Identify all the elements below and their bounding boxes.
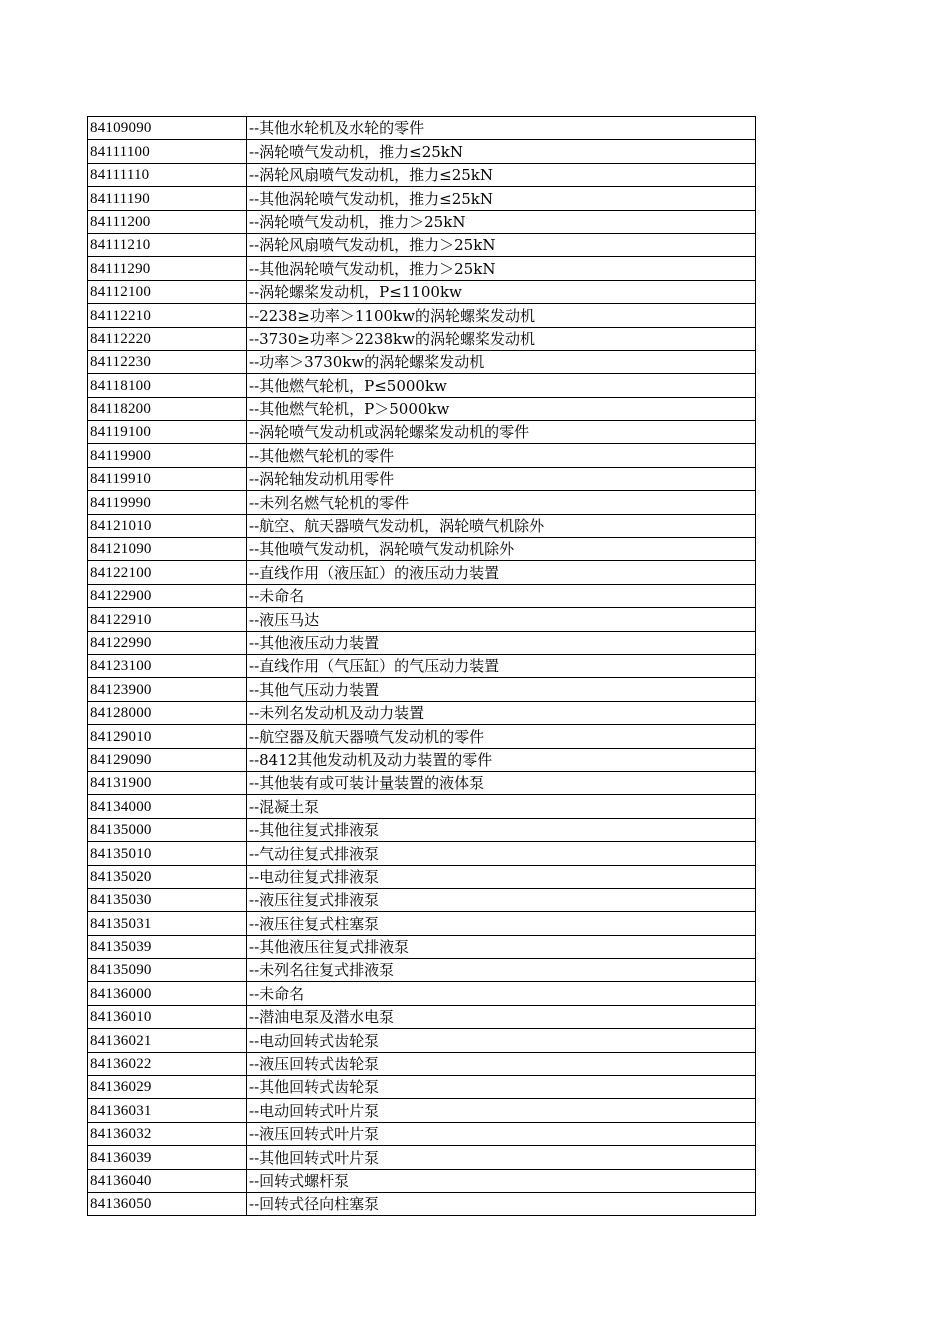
description-cell: --其他燃气轮机的零件 (247, 444, 756, 467)
table-row (88, 865, 756, 888)
hs-code-cell: 84111110 (88, 163, 247, 186)
description-cell: --潜油电泵及潜水电泵 (247, 1005, 756, 1028)
description-cell: --液压往复式柱塞泵 (247, 912, 756, 935)
description-cell: --其他往复式排液泵 (247, 818, 756, 841)
table-row (88, 1029, 756, 1052)
description-cell: --涡轮螺桨发动机，P≤1100kw (247, 280, 756, 303)
description-cell: --涡轮喷气发动机，推力≤25kN (247, 140, 756, 163)
description-cell: --混凝土泵 (247, 795, 756, 818)
table-row (88, 1169, 756, 1192)
table-row (88, 608, 756, 631)
description-cell: --航空器及航天器喷气发动机的零件 (247, 725, 756, 748)
table-row (88, 233, 756, 256)
table-row (88, 842, 756, 865)
hs-code-cell: 84128000 (88, 701, 247, 724)
hs-code-cell: 84136039 (88, 1146, 247, 1169)
hs-code-cell: 84135030 (88, 888, 247, 911)
hs-code-cell: 84122990 (88, 631, 247, 654)
table-row (88, 140, 756, 163)
hs-code-cell: 84135000 (88, 818, 247, 841)
table-row (88, 795, 756, 818)
hs-code-cell: 84111210 (88, 233, 247, 256)
description-cell: --液压回转式叶片泵 (247, 1122, 756, 1145)
code-table-sheet (87, 116, 755, 1216)
hs-code-cell: 84135010 (88, 842, 247, 865)
table-row (88, 1122, 756, 1145)
description-cell: --液压马达 (247, 608, 756, 631)
description-cell: --其他涡轮喷气发动机，推力＞25kN (247, 257, 756, 280)
description-cell: --其他回转式叶片泵 (247, 1146, 756, 1169)
description-cell: --其他涡轮喷气发动机，推力≤25kN (247, 187, 756, 210)
description-cell: --其他液压往复式排液泵 (247, 935, 756, 958)
description-cell: --直线作用（液压缸）的液压动力装置 (247, 561, 756, 584)
table-row (88, 280, 756, 303)
hs-code-cell: 84121010 (88, 514, 247, 537)
description-cell: --8412其他发动机及动力装置的零件 (247, 748, 756, 771)
table-row (88, 257, 756, 280)
table-row (88, 467, 756, 490)
description-cell: --回转式径向柱塞泵 (247, 1192, 756, 1215)
table-row (88, 561, 756, 584)
hs-code-cell: 84136000 (88, 982, 247, 1005)
table-row (88, 1146, 756, 1169)
hs-code-cell: 84119910 (88, 467, 247, 490)
hs-code-cell: 84111100 (88, 140, 247, 163)
description-cell: --其他水轮机及水轮的零件 (247, 117, 756, 140)
description-cell: --未列名燃气轮机的零件 (247, 491, 756, 514)
hs-code-cell: 84118200 (88, 397, 247, 420)
description-cell: --未列名往复式排液泵 (247, 959, 756, 982)
table-row (88, 514, 756, 537)
table-row (88, 538, 756, 561)
hs-code-cell: 84136032 (88, 1122, 247, 1145)
hs-code-cell: 84111190 (88, 187, 247, 210)
description-cell: --未列名发动机及动力装置 (247, 701, 756, 724)
hs-code-cell: 84123900 (88, 678, 247, 701)
table-row (88, 818, 756, 841)
table-row (88, 631, 756, 654)
description-cell: --未命名 (247, 982, 756, 1005)
hs-code-cell: 84118100 (88, 374, 247, 397)
hs-code-cell: 84111290 (88, 257, 247, 280)
description-cell: --涡轮喷气发动机，推力＞25kN (247, 210, 756, 233)
hs-code-cell: 84111200 (88, 210, 247, 233)
description-cell: --液压回转式齿轮泵 (247, 1052, 756, 1075)
hs-code-cell: 84134000 (88, 795, 247, 818)
description-cell: --2238≥功率＞1100kw的涡轮螺桨发动机 (247, 304, 756, 327)
description-cell: --其他燃气轮机，P≤5000kw (247, 374, 756, 397)
table-row (88, 421, 756, 444)
hs-code-cell: 84136031 (88, 1099, 247, 1122)
hs-code-cell: 84129090 (88, 748, 247, 771)
code-table (87, 116, 756, 1216)
table-row (88, 982, 756, 1005)
hs-code-cell: 84135020 (88, 865, 247, 888)
table-row (88, 725, 756, 748)
table-row (88, 187, 756, 210)
hs-code-cell: 84136050 (88, 1192, 247, 1215)
description-cell: --其他装有或可装计量装置的液体泵 (247, 771, 756, 794)
table-row (88, 327, 756, 350)
hs-code-cell: 84135090 (88, 959, 247, 982)
table-row (88, 1076, 756, 1099)
description-cell: --电动回转式叶片泵 (247, 1099, 756, 1122)
hs-code-cell: 84123100 (88, 654, 247, 677)
description-cell: --其他燃气轮机，P＞5000kw (247, 397, 756, 420)
table-row (88, 654, 756, 677)
table-row (88, 771, 756, 794)
description-cell: --3730≥功率＞2238kw的涡轮螺桨发动机 (247, 327, 756, 350)
table-row (88, 748, 756, 771)
hs-code-cell: 84129010 (88, 725, 247, 748)
table-row (88, 163, 756, 186)
hs-code-cell: 84121090 (88, 538, 247, 561)
hs-code-cell: 84136029 (88, 1076, 247, 1099)
hs-code-cell: 84112100 (88, 280, 247, 303)
code-table-body (88, 117, 756, 1216)
table-row (88, 210, 756, 233)
table-row (88, 491, 756, 514)
description-cell: --涡轮风扇喷气发动机，推力＞25kN (247, 233, 756, 256)
hs-code-cell: 84136040 (88, 1169, 247, 1192)
table-row (88, 959, 756, 982)
description-cell: --功率＞3730kw的涡轮螺桨发动机 (247, 350, 756, 373)
table-row (88, 912, 756, 935)
description-cell: --直线作用（气压缸）的气压动力装置 (247, 654, 756, 677)
hs-code-cell: 84122900 (88, 584, 247, 607)
hs-code-cell: 84135039 (88, 935, 247, 958)
hs-code-cell: 84136021 (88, 1029, 247, 1052)
hs-code-cell: 84109090 (88, 117, 247, 140)
hs-code-cell: 84131900 (88, 771, 247, 794)
description-cell: --涡轮风扇喷气发动机，推力≤25kN (247, 163, 756, 186)
table-row (88, 1192, 756, 1215)
hs-code-cell: 84135031 (88, 912, 247, 935)
description-cell: --其他液压动力装置 (247, 631, 756, 654)
table-row (88, 350, 756, 373)
table-row (88, 935, 756, 958)
description-cell: --未命名 (247, 584, 756, 607)
table-row (88, 374, 756, 397)
hs-code-cell: 84112230 (88, 350, 247, 373)
hs-code-cell: 84112220 (88, 327, 247, 350)
table-row (88, 888, 756, 911)
description-cell: --其他回转式齿轮泵 (247, 1076, 756, 1099)
description-cell: --航空、航天器喷气发动机，涡轮喷气机除外 (247, 514, 756, 537)
description-cell: --其他气压动力装置 (247, 678, 756, 701)
table-row (88, 584, 756, 607)
table-row (88, 444, 756, 467)
description-cell: --气动往复式排液泵 (247, 842, 756, 865)
description-cell: --液压往复式排液泵 (247, 888, 756, 911)
table-row (88, 304, 756, 327)
description-cell: --涡轮轴发动机用零件 (247, 467, 756, 490)
table-row (88, 1052, 756, 1075)
table-row (88, 1099, 756, 1122)
table-row (88, 1005, 756, 1028)
table-row (88, 678, 756, 701)
table-row (88, 397, 756, 420)
hs-code-cell: 84119990 (88, 491, 247, 514)
hs-code-cell: 84119900 (88, 444, 247, 467)
table-row (88, 117, 756, 140)
hs-code-cell: 84119100 (88, 421, 247, 444)
table-row (88, 701, 756, 724)
description-cell: --回转式螺杆泵 (247, 1169, 756, 1192)
hs-code-cell: 84112210 (88, 304, 247, 327)
description-cell: --电动回转式齿轮泵 (247, 1029, 756, 1052)
hs-code-cell: 84122910 (88, 608, 247, 631)
description-cell: --电动往复式排液泵 (247, 865, 756, 888)
hs-code-cell: 84136010 (88, 1005, 247, 1028)
description-cell: --其他喷气发动机，涡轮喷气发动机除外 (247, 538, 756, 561)
hs-code-cell: 84122100 (88, 561, 247, 584)
description-cell: --涡轮喷气发动机或涡轮螺桨发动机的零件 (247, 421, 756, 444)
hs-code-cell: 84136022 (88, 1052, 247, 1075)
